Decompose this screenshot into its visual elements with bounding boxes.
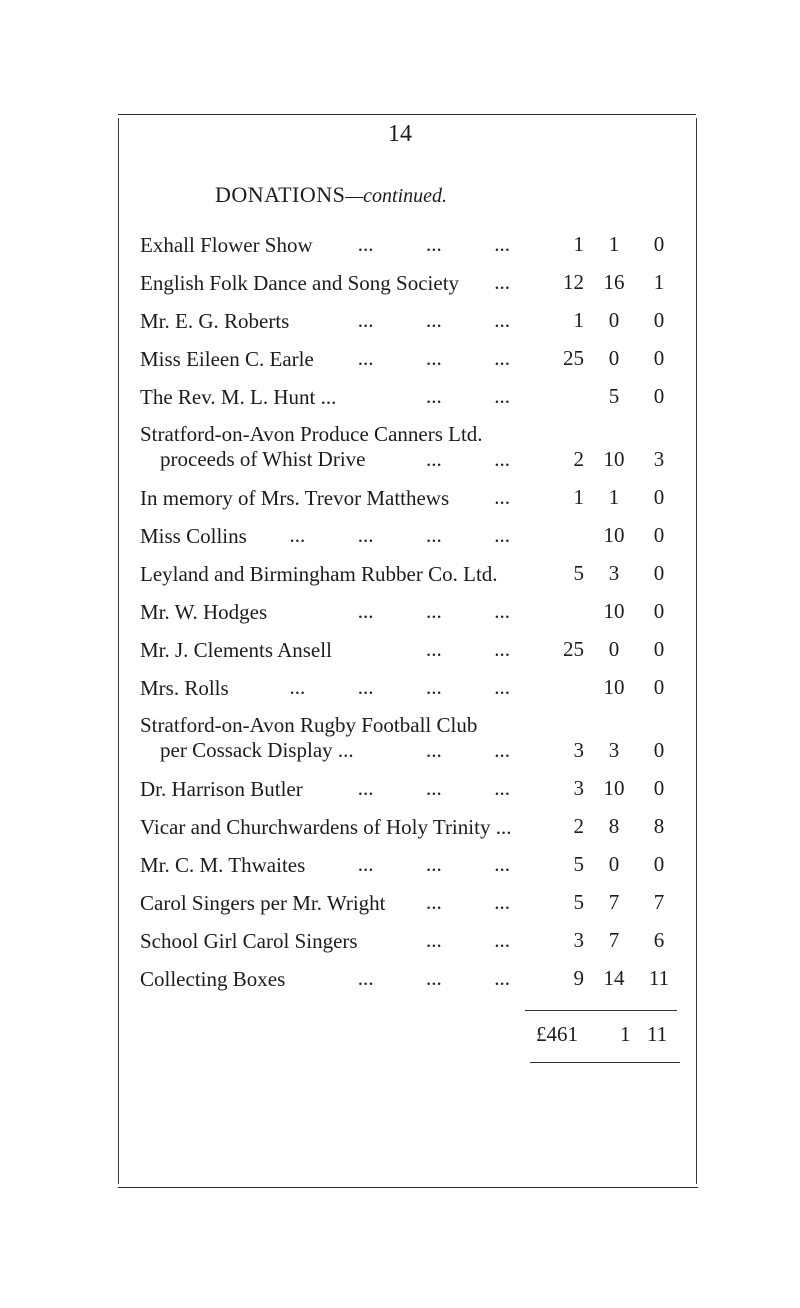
- amount-pence: 0: [653, 561, 665, 585]
- donor-name-line: Mr. E. G. Roberts: [140, 309, 290, 333]
- amount-pounds: 1: [573, 232, 584, 256]
- donor-name-line: Mr. J. Clements Ansell: [140, 638, 332, 662]
- heading-suffix: —continued.: [345, 185, 448, 207]
- amount-pounds: 12: [563, 270, 584, 294]
- donor-name-line: The Rev. M. L. Hunt ...: [140, 385, 337, 409]
- donor-name-line: Collecting Boxes: [140, 967, 286, 991]
- donor-name-line: Miss Collins: [140, 524, 247, 548]
- donation-row: [140, 300, 680, 338]
- amount-pence: 0: [653, 232, 665, 256]
- right-border: [696, 118, 697, 1184]
- donation-row: [140, 705, 680, 768]
- leader-dots: ... ... ... ...: [289, 523, 510, 547]
- heading-title: DONATIONS: [215, 182, 346, 207]
- leader-dots: ... ...: [426, 890, 510, 914]
- donor-name-line: Leyland and Birmingham Rubber Co. Ltd.: [140, 562, 498, 586]
- amount-pence: 11: [648, 966, 670, 990]
- donation-row: [140, 553, 680, 591]
- donation-row: [140, 262, 680, 300]
- amount-shillings: 10: [603, 523, 625, 547]
- amount-pence: 7: [653, 890, 665, 914]
- donor-name: [140, 347, 314, 371]
- amount-pounds: 3: [573, 928, 584, 952]
- donation-row: [140, 591, 680, 629]
- amount-pence: 0: [653, 346, 665, 370]
- amount-pence: 0: [653, 384, 665, 408]
- donor-name: [140, 638, 332, 662]
- donor-name: [140, 524, 247, 548]
- amount-shillings: 0: [608, 346, 620, 370]
- leader-dots: ...: [494, 485, 510, 509]
- donor-name-line: Miss Eileen C. Earle: [140, 347, 314, 371]
- donor-name-continuation: per Cossack Display ...: [160, 738, 354, 762]
- leader-dots: ... ... ...: [357, 232, 510, 256]
- donor-name: [140, 967, 285, 991]
- amount-pence: 3: [653, 447, 665, 471]
- leader-dots: ... ... ...: [357, 308, 510, 332]
- amount-pounds: 25: [563, 346, 584, 370]
- amount-pence: 8: [653, 814, 665, 838]
- amount-shillings: 3: [608, 738, 620, 762]
- donor-name-line: In memory of Mrs. Trevor Matthews: [140, 486, 450, 510]
- donor-name: [140, 233, 313, 257]
- donation-row: [140, 629, 680, 667]
- amount-pence: 0: [653, 852, 665, 876]
- donor-name: [140, 891, 386, 915]
- amount-shillings: 7: [608, 928, 620, 952]
- donor-name-line: Exhall Flower Show: [140, 233, 313, 257]
- amount-pounds: 5: [573, 852, 584, 876]
- total-rule-upper: [525, 1010, 677, 1011]
- leader-dots: ... ...: [426, 928, 510, 952]
- amount-shillings: 10: [603, 599, 625, 623]
- donation-row: [140, 224, 680, 262]
- donor-name: [140, 309, 289, 333]
- amount-pounds: 25: [563, 637, 584, 661]
- leader-dots: ... ...: [426, 384, 510, 408]
- left-border: [118, 118, 119, 1184]
- donor-name: [140, 486, 449, 510]
- donor-name: [140, 600, 267, 624]
- amount-shillings: 0: [608, 637, 620, 661]
- donor-name: [140, 385, 336, 409]
- donor-name: [140, 815, 511, 839]
- donor-name-line: School Girl Carol Singers: [140, 929, 358, 953]
- amount-shillings: 10: [603, 447, 625, 471]
- total-pounds: £461: [536, 1022, 578, 1046]
- donation-row: [140, 414, 680, 477]
- donor-name: [140, 777, 303, 801]
- donation-row: [140, 844, 680, 882]
- amount-pence: 0: [653, 485, 665, 509]
- leader-dots: ... ... ...: [357, 346, 510, 370]
- donation-row: [140, 667, 680, 705]
- donor-name-line: English Folk Dance and Song Society: [140, 271, 460, 295]
- amount-pence: 0: [653, 637, 665, 661]
- amount-shillings: 14: [603, 966, 625, 990]
- amount-pounds: 5: [573, 890, 584, 914]
- amount-pounds: 2: [573, 814, 584, 838]
- donation-row: [140, 768, 680, 806]
- donor-name-line: Dr. Harrison Butler: [140, 777, 303, 801]
- donor-name-line: Stratford-on-Avon Produce Canners Ltd.: [140, 422, 483, 446]
- amount-pounds: 5: [573, 561, 584, 585]
- donations-list: [140, 224, 680, 996]
- amount-pence: 0: [653, 675, 665, 699]
- amount-shillings: 10: [603, 776, 625, 800]
- amount-pence: 0: [653, 776, 665, 800]
- donation-row: [140, 806, 680, 844]
- donor-name: [140, 676, 229, 700]
- amount-pounds: 1: [573, 308, 584, 332]
- amount-shillings: 8: [608, 814, 620, 838]
- total-pence: 11: [647, 1022, 668, 1046]
- leader-dots: ... ... ... ...: [289, 675, 510, 699]
- amount-shillings: 5: [608, 384, 620, 408]
- amount-pounds: 3: [573, 776, 584, 800]
- amount-shillings: 10: [603, 675, 625, 699]
- donor-name-line: Stratford-on-Avon Rugby Football Club: [140, 713, 478, 737]
- leader-dots: ... ... ...: [357, 776, 510, 800]
- donor-name: [140, 853, 305, 877]
- leader-dots: ... ...: [426, 637, 510, 661]
- donor-name: [140, 271, 459, 295]
- amount-shillings: 0: [608, 308, 620, 332]
- donation-row: [140, 882, 680, 920]
- amount-pounds: 9: [573, 966, 584, 990]
- donation-row: [140, 515, 680, 553]
- amount-shillings: 3: [608, 561, 620, 585]
- top-rule: [118, 114, 696, 115]
- leader-dots: ... ...: [426, 738, 510, 762]
- amount-pence: 6: [653, 928, 665, 952]
- amount-shillings: 1: [608, 232, 620, 256]
- total-rule-lower: [530, 1062, 680, 1063]
- page-number: 14: [388, 121, 412, 147]
- amount-pence: 0: [653, 523, 665, 547]
- donation-row: [140, 376, 680, 414]
- bottom-rule: [118, 1187, 698, 1188]
- leader-dots: ... ... ...: [357, 852, 510, 876]
- leader-dots: ... ... ...: [357, 966, 510, 990]
- amount-pence: 1: [653, 270, 665, 294]
- leader-dots: ...: [494, 270, 510, 294]
- leader-dots: ... ...: [426, 447, 510, 471]
- donation-row: [140, 338, 680, 376]
- donor-name-continuation: proceeds of Whist Drive: [160, 447, 366, 471]
- amount-pounds: 3: [573, 738, 584, 762]
- amount-pence: 0: [653, 738, 665, 762]
- donor-name: [140, 929, 358, 953]
- amount-pounds: 2: [573, 447, 584, 471]
- amount-shillings: 1: [608, 485, 620, 509]
- total-shillings: 1: [620, 1022, 631, 1046]
- donor-name-line: Mrs. Rolls: [140, 676, 229, 700]
- page-heading: [215, 182, 447, 208]
- amount-pence: 0: [653, 308, 665, 332]
- amount-shillings: 16: [603, 270, 625, 294]
- donor-name: [140, 562, 498, 586]
- donor-name-line: Carol Singers per Mr. Wright: [140, 891, 386, 915]
- leader-dots: ... ... ...: [357, 599, 510, 623]
- amount-pounds: 1: [573, 485, 584, 509]
- donor-name-line: Vicar and Churchwardens of Holy Trinity ...: [140, 815, 512, 839]
- donation-row: [140, 477, 680, 515]
- amount-shillings: 0: [608, 852, 620, 876]
- amount-pence: 0: [653, 599, 665, 623]
- amount-shillings: 7: [608, 890, 620, 914]
- donor-name-line: Mr. W. Hodges: [140, 600, 268, 624]
- donation-row: [140, 958, 680, 996]
- donor-name-line: Mr. C. M. Thwaites: [140, 853, 306, 877]
- donation-row: [140, 920, 680, 958]
